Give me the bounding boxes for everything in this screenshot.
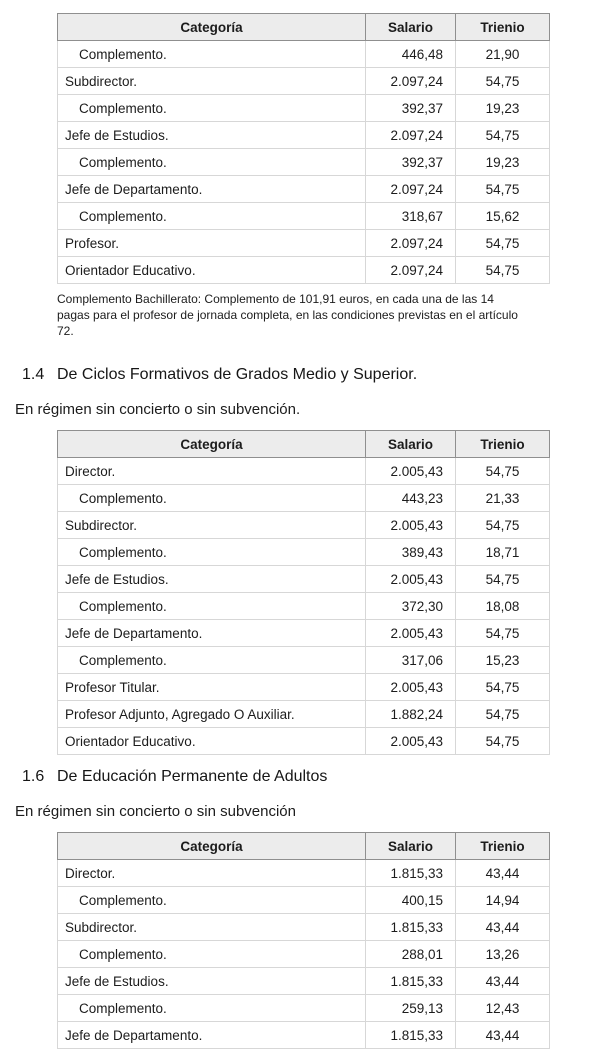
- category-cell: Complemento.: [58, 41, 366, 68]
- table-row: [58, 860, 550, 887]
- column-header-trienio: Trienio: [456, 14, 550, 41]
- triennium-cell: 54,75: [456, 620, 550, 647]
- triennium-cell: 54,75: [456, 701, 550, 728]
- category-cell: Complemento.: [58, 647, 366, 674]
- column-header-categoria: Categoría: [58, 14, 366, 41]
- salary-cell: 1.815,33: [366, 968, 456, 995]
- category-cell: Director.: [58, 458, 366, 485]
- salary-cell: 2.097,24: [366, 230, 456, 257]
- triennium-cell: 54,75: [456, 230, 550, 257]
- table-row: [58, 539, 550, 566]
- category-cell: Orientador Educativo.: [58, 728, 366, 755]
- category-cell: Complemento.: [58, 995, 366, 1022]
- table-row: [58, 68, 550, 95]
- salary-cell: 288,01: [366, 941, 456, 968]
- salary-cell: 1.815,33: [366, 914, 456, 941]
- table-row: [58, 149, 550, 176]
- table-row: [58, 647, 550, 674]
- salary-cell: 372,30: [366, 593, 456, 620]
- category-cell: Jefe de Estudios.: [58, 122, 366, 149]
- section-title: De Ciclos Formativos de Grados Medio y Superior.: [57, 366, 418, 383]
- category-cell: Complemento.: [58, 941, 366, 968]
- triennium-cell: 54,75: [456, 458, 550, 485]
- category-cell: Complemento.: [58, 593, 366, 620]
- section-intro-ciclos: En régimen sin concierto o sin subvención.: [15, 401, 301, 418]
- category-cell: Profesor.: [58, 230, 366, 257]
- salary-table-ciclos: [57, 430, 550, 755]
- salary-cell: 443,23: [366, 485, 456, 512]
- table-header-row: [58, 431, 550, 458]
- section-intro-adultos: En régimen sin concierto o sin subvención: [15, 803, 296, 820]
- table-row: [58, 887, 550, 914]
- column-header-trienio: Trienio: [456, 833, 550, 860]
- column-header-trienio: Trienio: [456, 431, 550, 458]
- category-cell: Complemento.: [58, 887, 366, 914]
- triennium-cell: 54,75: [456, 257, 550, 284]
- triennium-cell: 13,26: [456, 941, 550, 968]
- table-row: [58, 593, 550, 620]
- salary-cell: 2.097,24: [366, 176, 456, 203]
- category-cell: Subdirector.: [58, 914, 366, 941]
- category-cell: Complemento.: [58, 203, 366, 230]
- table-row: [58, 701, 550, 728]
- salary-cell: 2.005,43: [366, 728, 456, 755]
- column-header-salario: Salario: [366, 14, 456, 41]
- category-cell: Jefe de Estudios.: [58, 566, 366, 593]
- category-cell: Subdirector.: [58, 68, 366, 95]
- salary-table-bachillerato: [57, 13, 550, 284]
- category-cell: Jefe de Departamento.: [58, 176, 366, 203]
- salary-table-adultos: [57, 832, 550, 1049]
- table-row: [58, 122, 550, 149]
- category-cell: Jefe de Departamento.: [58, 1022, 366, 1049]
- triennium-cell: 54,75: [456, 68, 550, 95]
- triennium-cell: 15,62: [456, 203, 550, 230]
- table-row: [58, 512, 550, 539]
- salary-cell: 400,15: [366, 887, 456, 914]
- table-row: [58, 485, 550, 512]
- triennium-cell: 18,08: [456, 593, 550, 620]
- salary-cell: 2.005,43: [366, 512, 456, 539]
- category-cell: Complemento.: [58, 95, 366, 122]
- salary-cell: 2.005,43: [366, 620, 456, 647]
- triennium-cell: 54,75: [456, 566, 550, 593]
- salary-cell: 317,06: [366, 647, 456, 674]
- salary-cell: 2.005,43: [366, 566, 456, 593]
- triennium-cell: 43,44: [456, 914, 550, 941]
- section-title: De Educación Permanente de Adultos: [57, 768, 328, 785]
- triennium-cell: 14,94: [456, 887, 550, 914]
- triennium-cell: 18,71: [456, 539, 550, 566]
- table-row: [58, 995, 550, 1022]
- salary-cell: 2.005,43: [366, 458, 456, 485]
- salary-cell: 2.097,24: [366, 257, 456, 284]
- salary-cell: 392,37: [366, 95, 456, 122]
- triennium-cell: 15,23: [456, 647, 550, 674]
- salary-cell: 2.005,43: [366, 674, 456, 701]
- triennium-cell: 19,23: [456, 149, 550, 176]
- triennium-cell: 43,44: [456, 1022, 550, 1049]
- category-cell: Complemento.: [58, 149, 366, 176]
- section-heading-adultos: [22, 768, 611, 786]
- category-cell: Subdirector.: [58, 512, 366, 539]
- triennium-cell: 54,75: [456, 728, 550, 755]
- salary-cell: 389,43: [366, 539, 456, 566]
- category-cell: Complemento.: [58, 539, 366, 566]
- table-row: [58, 95, 550, 122]
- table-row: [58, 566, 550, 593]
- salary-cell: 1.882,24: [366, 701, 456, 728]
- triennium-cell: 21,33: [456, 485, 550, 512]
- table-row: [58, 176, 550, 203]
- table-row: [58, 728, 550, 755]
- table-row: [58, 230, 550, 257]
- table-row: [58, 620, 550, 647]
- column-header-categoria: Categoría: [58, 833, 366, 860]
- table-row: [58, 674, 550, 701]
- table-row: [58, 914, 550, 941]
- section-heading-ciclos: [22, 366, 611, 384]
- salary-cell: 1.815,33: [366, 1022, 456, 1049]
- triennium-cell: 19,23: [456, 95, 550, 122]
- salary-cell: 318,67: [366, 203, 456, 230]
- salary-cell: 1.815,33: [366, 860, 456, 887]
- triennium-cell: 54,75: [456, 122, 550, 149]
- category-cell: Jefe de Departamento.: [58, 620, 366, 647]
- triennium-cell: 21,90: [456, 41, 550, 68]
- triennium-cell: 43,44: [456, 968, 550, 995]
- triennium-cell: 54,75: [456, 674, 550, 701]
- salary-cell: 259,13: [366, 995, 456, 1022]
- triennium-cell: 54,75: [456, 176, 550, 203]
- column-header-salario: Salario: [366, 833, 456, 860]
- table-row: [58, 1022, 550, 1049]
- table-header-row: [58, 14, 550, 41]
- salary-cell: 2.097,24: [366, 68, 456, 95]
- salary-cell: 2.097,24: [366, 122, 456, 149]
- table-row: [58, 968, 550, 995]
- section-number: 1.6: [22, 768, 45, 785]
- column-header-salario: Salario: [366, 431, 456, 458]
- category-cell: Orientador Educativo.: [58, 257, 366, 284]
- table-row: [58, 941, 550, 968]
- salary-cell: 392,37: [366, 149, 456, 176]
- triennium-cell: 12,43: [456, 995, 550, 1022]
- salary-cell: 446,48: [366, 41, 456, 68]
- triennium-cell: 54,75: [456, 512, 550, 539]
- category-cell: Profesor Titular.: [58, 674, 366, 701]
- category-cell: Complemento.: [58, 485, 366, 512]
- table-row: [58, 458, 550, 485]
- triennium-cell: 43,44: [456, 860, 550, 887]
- table-row: [58, 41, 550, 68]
- table-row: [58, 203, 550, 230]
- category-cell: Profesor Adjunto, Agregado O Auxiliar.: [58, 701, 366, 728]
- table-header-row: [58, 833, 550, 860]
- category-cell: Director.: [58, 860, 366, 887]
- column-header-categoria: Categoría: [58, 431, 366, 458]
- category-cell: Jefe de Estudios.: [58, 968, 366, 995]
- table-footnote: Complemento Bachillerato: Complemento de 101,91 euros, en cada una de las 14 pagas para el profesor de jornada completa, en las condiciones previstas en el artículo 72.: [57, 292, 518, 338]
- section-number: 1.4: [22, 366, 45, 383]
- table-row: [58, 257, 550, 284]
